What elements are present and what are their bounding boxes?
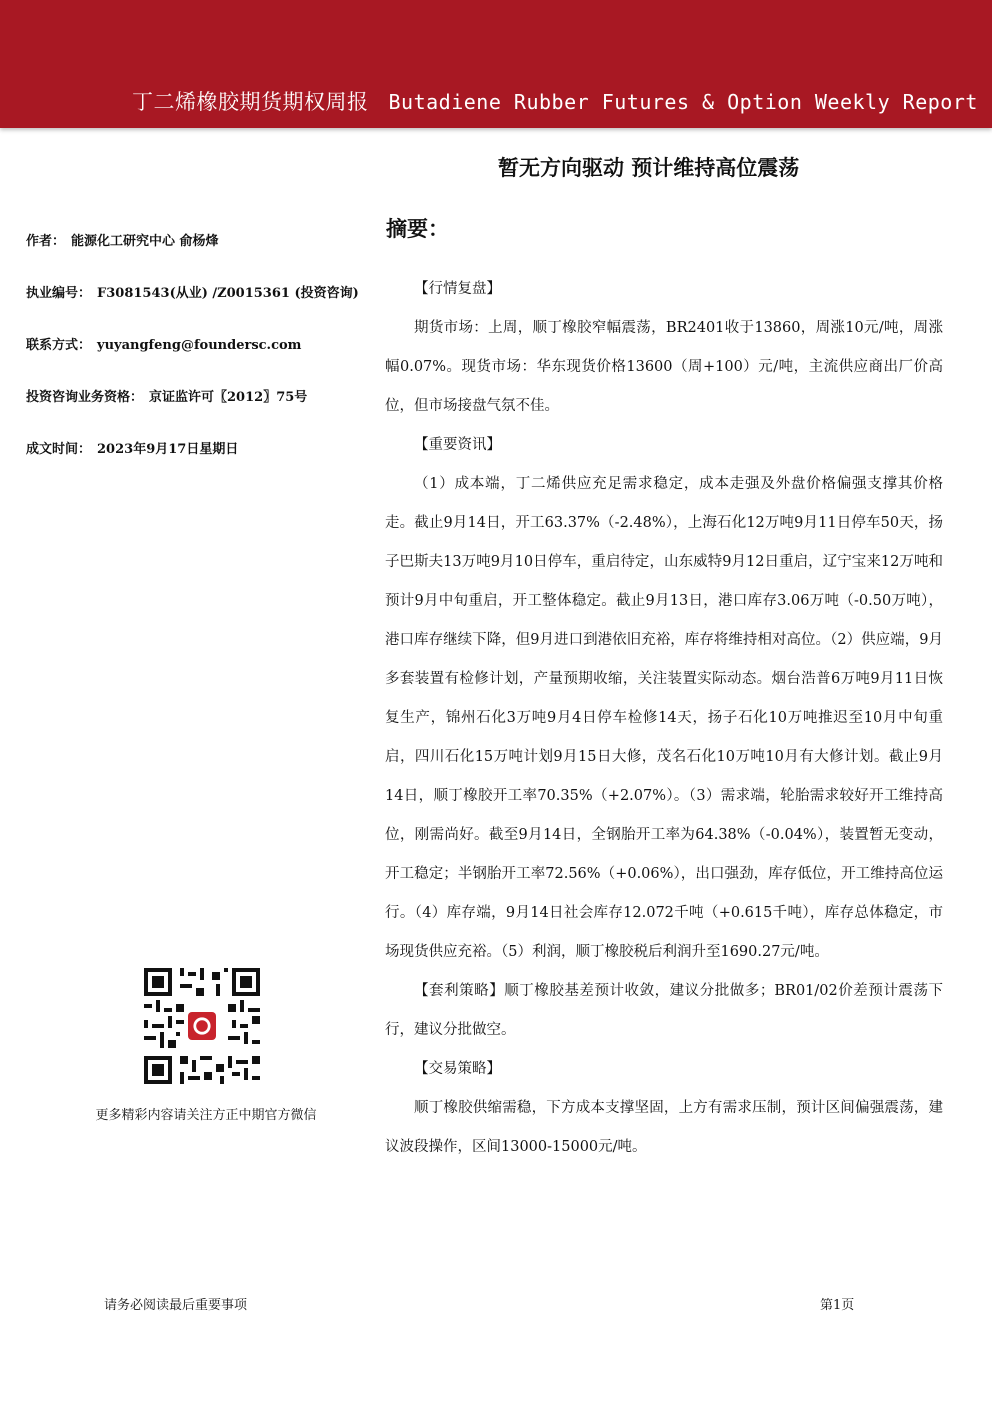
meta-label: 作者：	[26, 234, 66, 249]
header-banner	[0, 0, 992, 128]
summary-title: 摘要：	[386, 217, 449, 241]
meta-label: 投资咨询业务资格：	[26, 390, 144, 405]
report-title-cn: 丁二烯橡胶期货期权周报	[132, 90, 369, 114]
author-info	[26, 230, 366, 490]
meta-value: F3081543(从业) /Z0015361 (投资咨询)	[97, 286, 359, 301]
paragraph: 【套利策略】顺丁橡胶基差预计收敛，建议分批做多；BR01/02价差预计震荡下行，建议分批做空。	[385, 983, 943, 1038]
meta-contact	[26, 334, 366, 386]
qr-caption: 更多精彩内容请关注方正中期官方微信	[95, 1108, 317, 1123]
paragraph: （1）成本端，丁二烯供应充足需求稳定，成本走强及外盘价格偏强支撑其价格走。截止9月14日，开工63.37%（-2.48%），上海石化12万吨9月11日停车50天，扬子巴斯夫13万吨9月10日停车，重启待定，山东威特9月12日重启，辽宁宝来12万吨和预计9月中旬重启，开工整体稳定。截止9月13日，港口库存3.06万吨（-0.50万吨），港口库存继续下降，但9月进口到港依旧充裕，库存将维持相对高位。（2）供应端，9月多套装置有检修计划，产量预期收缩，关注装置实际动态。烟台浩普6万吨9月11日恢复生产，锦州石化3万吨9月4日停车检修14天，扬子石化10万吨推迟至10月中旬重启，四川石化15万吨计划9月15日大修，茂名石化10万吨10月有大修计划。截止9月14日，顺丁橡胶开工率70.35%（+2.07%）。（3）需求端，轮胎需求较好开工维持高位，刚需尚好。截至9月14日，全钢胎开工率为64.38%（-0.04%），装置暂无变动，开工稳定；半钢胎开工率72.56%（+0.06%），出口强劲，库存低位，开工维持高位运行。（4）库存端，9月14日社会库存12.072千吨（+0.615千吨），库存总体稳定，市场现货供应充裕。（5）利润，顺丁橡胶税后利润升至1690.27元/吨。	[385, 476, 943, 960]
footer-notice: 请务必阅读最后重要事项	[104, 1298, 248, 1313]
meta-value: 2023年9月17日星期日	[97, 442, 239, 457]
meta-label: 联系方式：	[26, 338, 92, 353]
meta-label: 成文时间：	[26, 442, 92, 457]
section-heading: 【重要资讯】	[414, 437, 501, 453]
meta-label: 执业编号：	[26, 286, 92, 301]
paragraph: 顺丁橡胶供缩需稳，下方成本支撑坚固，上方有需求压制，预计区间偏强震荡，建议波段操作，区间13000-15000元/吨。	[385, 1100, 943, 1155]
meta-qualification	[26, 386, 366, 438]
report-title	[132, 86, 978, 116]
headline: 暂无方向驱动 预计维持高位震荡	[498, 156, 800, 180]
section-heading: 【行情复盘】	[414, 281, 501, 297]
meta-value: 京证监许可〖2012〗75号	[149, 390, 308, 405]
section-heading: 【交易策略】	[414, 1061, 501, 1077]
meta-value: yuyangfeng@foundersc.com	[97, 338, 302, 353]
page-number: 第1页	[820, 1298, 855, 1313]
meta-date	[26, 438, 366, 490]
qr-code-icon	[144, 968, 260, 1084]
report-title-en: Butadiene Rubber Futures & Option Weekly Report	[388, 90, 978, 114]
paragraph: 期货市场：上周，顺丁橡胶窄幅震荡，BR2401收于13860，周涨10元/吨，周涨幅0.07%。现货市场：华东现货价格13600（周+100）元/吨，主流供应商出厂价高位，但市场接盘气氛不佳。	[385, 320, 943, 414]
meta-value: 能源化工研究中心 俞杨烽	[71, 234, 219, 249]
meta-author	[26, 230, 366, 282]
summary-body	[385, 270, 943, 1167]
meta-license	[26, 282, 366, 334]
